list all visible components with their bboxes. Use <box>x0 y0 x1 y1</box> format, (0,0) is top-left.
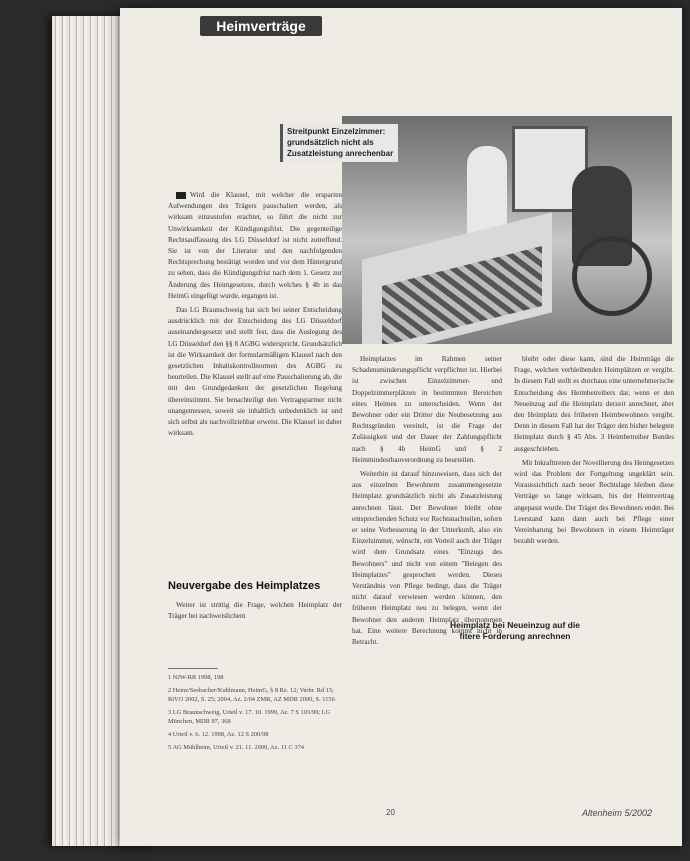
paragraph: Weiter ist strittig die Frage, welchen Heimplatz der Träger bei nachweislichem <box>168 601 342 621</box>
paragraph: Wird die Klausel, mit welcher die ersparten Aufwendungen des Trägers pauschaliert werden, als wirksam einzustufen erachtet, so führt die nicht zur Unwirksamkeit der Kündigungsfrist. Die gegenteilige Rechtsauffassung des LG Düsseldorf ist nicht zutreffend. Sie ist von der Literatur und den nachfolgenden Rechtsprechung bestätigt worden und vor dem Hintergrund zu sehen, dass die Kündigungsfrist nach dem 1. Gesetz zur Änderung des Heimgesetzes, durch welches § 4b in das HeimG eingefügt wurde, ergangen ist. <box>168 191 342 300</box>
paragraph: Das LG Braunschweig hat sich bei seiner Entscheidung ausdrücklich mit der Entscheidung des LG Düsseldorf auseinandergesetzt und stellt fest, dass die Auslegung des LG Düsseldorf den §§ 8 AGBG widerspricht. Grundsätzlich ist die Wirksamkeit der formularmäßigen Klausel nach den gesetzlichen Inhaltskontrollnormen des AGBG zu beurteilen. Die Klausel stellt auf eine Pauschalierung ab, die mit den Grundgedanken der gesetzlichen Regelung übereinstimmt. Sie benachteiligt den Vertragspartner nicht unangemessen, soweit sie inhaltlich unbedenklich ist und sich selbst als nachvollziehbar erweist. Die Klausel ist daher wirksam. <box>168 306 342 438</box>
paragraph: Heimplatzes im Rahmen seiner Schadensminderungspflicht verpflichtet ist. Hierbei ist zwischen Einzelzimmer- und Doppelzimmerplätzen in bestimmten Bereichen eines Heimes zu unterscheiden. Wenn der Bewohner oder ein Dritter die Neubesetzung aus Rechtsgründen vereitelt, ist die Frage der Zulässigkeit und der Dauer der Zahlungspflicht nach § 4b HeimG und § 2 Heimmindestbauverordnung zu beurteilen. <box>352 355 502 464</box>
footnote-rule <box>168 668 218 669</box>
footnote: 3 LG Braunschweig, Urteil v. 17. 10. 1999, Az. 7 S 103/99; LG München, MDR 97, 368 <box>168 708 331 726</box>
column-right <box>514 354 674 550</box>
paragraph: Weiterhin ist darauf hinzuweisen, dass sich der aus einzelnen Bewohnern zusammengesetzte Heimplatz grundsätzlich nicht als Zusatzleistung anrechnen lässt. Der Bewohner bleibt ohne entsprechenden Schutz vor Rechtsnachteilen, sofern er seine Verbesserung in der Unterkunft, also ein Einzelzimmer, wünscht, ein Vorteil auch der Träger wird dem Grundsatz eines "Einzugs des Bewohners" und nicht von einem "Belegen des Heimplatzes" gesprochen werden. Dieses Verständnis von Pflege bedingt, dass die Träger nicht darauf verwiesen werden können, den früheren Heimplatz neu zu belegen, wenn der Bewohner den anderen Heimplatz übernommen hat. Eine weitere Berechnung kommt nicht in Betracht. <box>352 470 502 647</box>
column-left-continued <box>168 600 342 625</box>
footnote: 2 Heinz/Seebacher/Kuhlmann, HeimG, § 8 Rz. 12; Verbr. Rd 15; RiVO 2002, S. 25; 2004, Az. 2/04 ZMR, AZ MDR 2000, S. 1156 <box>168 686 335 704</box>
pull-quote: Heimplatz bei Neueinzug auf die fitere Forderung anrechnen <box>450 620 580 641</box>
footnote: 4 Urteil v. 6. 12. 1998, Az. 12 S 200/98 <box>168 730 269 738</box>
photo-caption: Streitpunkt Einzelzimmer: grundsätzlich nicht als Zusatzleistung anrechenbar <box>280 124 398 162</box>
column-left <box>168 190 342 442</box>
arrow-icon <box>176 192 186 199</box>
footnote: 5 AG Mühlheim, Urteil v. 21. 11. 2000, Az. 11 C 374 <box>168 743 304 751</box>
paragraph: Mit Inkrafttreten der Novellierung des Heimgesetzes wird das Problem der Fortgeltung ungeklärt sein. Voraussichtlich nach neuer Rechtslage bleiben diese Verträge so lange wirksam, bis der Heimvertrag angepasst wurde. Der Träger des Bewohners endet. Bei Leerstand kann dann auch bei Pflege einer Vereinbarung bei Bewohnern in einem Heimträger bezahlt werden. <box>514 458 674 546</box>
photo-wheelchair <box>572 236 652 316</box>
journal-issue: Altenheim 5/2002 <box>582 808 653 818</box>
magazine-page <box>120 8 682 846</box>
paragraph: bleibt oder diese kann, sind die Heimträge die Frage, welchen verbleibenden Heimplätzen er vergibt. In diesem Fall stellt es durchaus eine unternehmerische Entscheidung des Heimbetreibers dar, wenn er den Neueinzug auf die Heimplatz derzeit anrechnet, aber den Heimplatz des früheren Heimbewohners vergibt. Denn in diesem Fall hat der Träger den bisher belegten Heimplatz durch § 45 Abs. 3 Heimbetreiber Bundes ausgeschrieben. <box>514 355 674 453</box>
section-heading: Neuvergabe des Heimplatzes <box>168 580 321 592</box>
footnotes <box>168 668 342 755</box>
column-middle <box>352 354 502 651</box>
footnote: 1 NJW-RR 1998, 198 <box>168 674 224 681</box>
page-number: 20 <box>386 808 395 817</box>
section-tab: Heimverträge <box>200 16 322 36</box>
